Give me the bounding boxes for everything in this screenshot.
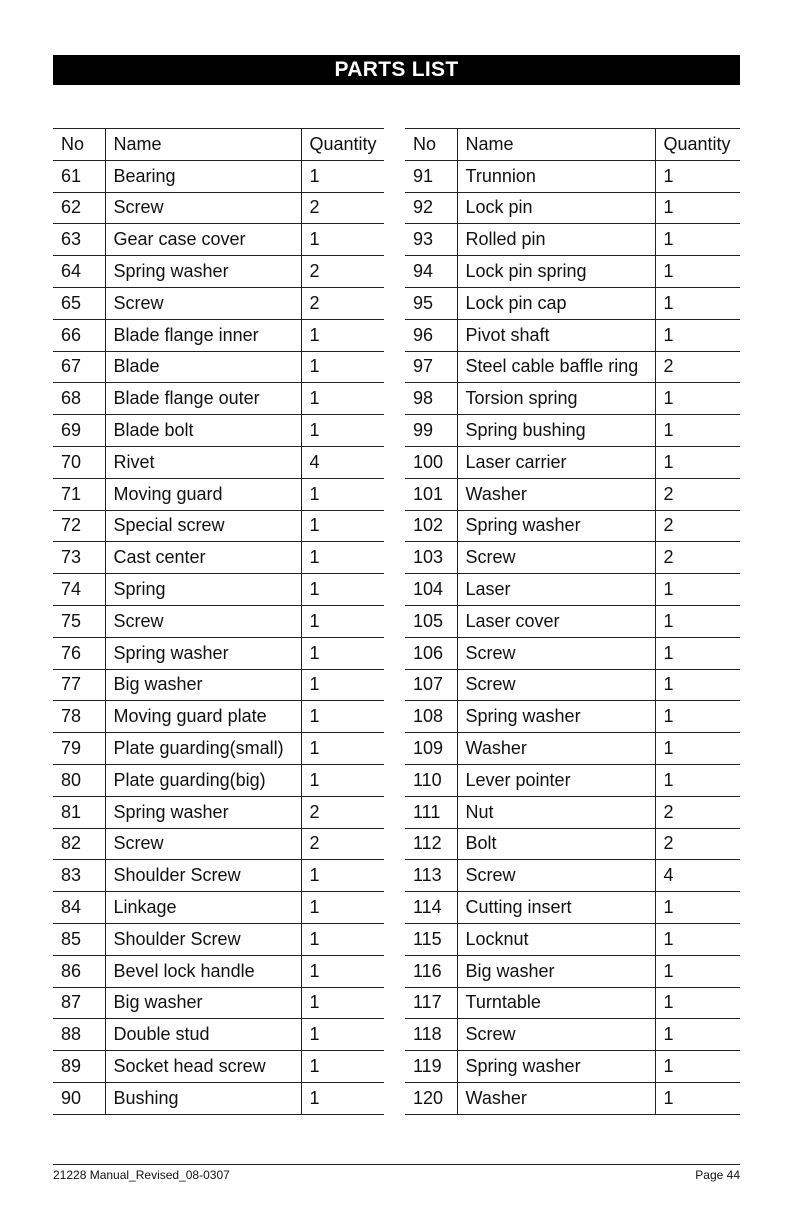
part-quantity: 2 [655, 828, 740, 860]
table-row [53, 923, 384, 955]
table-header-row [405, 129, 740, 161]
part-number: 116 [405, 955, 457, 987]
part-name: Spring washer [105, 796, 301, 828]
part-number: 76 [53, 637, 105, 669]
part-number: 85 [53, 923, 105, 955]
table-row [405, 256, 740, 288]
part-name: Spring washer [457, 510, 655, 542]
part-name: Blade flange inner [105, 319, 301, 351]
part-number: 98 [405, 383, 457, 415]
table-row [53, 574, 384, 606]
part-number: 93 [405, 224, 457, 256]
part-name: Laser [457, 574, 655, 606]
part-name: Blade [105, 351, 301, 383]
part-name: Bolt [457, 828, 655, 860]
part-number: 106 [405, 637, 457, 669]
part-number: 91 [405, 160, 457, 192]
part-quantity: 2 [301, 192, 384, 224]
part-number: 120 [405, 1082, 457, 1114]
part-number: 86 [53, 955, 105, 987]
part-number: 89 [53, 1051, 105, 1083]
table-row [53, 383, 384, 415]
part-quantity: 1 [301, 1019, 384, 1051]
part-name: Spring [105, 574, 301, 606]
part-number: 81 [53, 796, 105, 828]
part-name: Double stud [105, 1019, 301, 1051]
part-number: 99 [405, 415, 457, 447]
part-quantity: 1 [301, 415, 384, 447]
part-name: Socket head screw [105, 1051, 301, 1083]
table-row [53, 1019, 384, 1051]
table-row [405, 1019, 740, 1051]
table-row [405, 637, 740, 669]
part-name: Washer [457, 733, 655, 765]
part-quantity: 1 [301, 860, 384, 892]
table-row [405, 319, 740, 351]
part-quantity: 1 [655, 415, 740, 447]
table-row [405, 510, 740, 542]
part-number: 73 [53, 542, 105, 574]
part-name: Screw [457, 637, 655, 669]
part-number: 84 [53, 892, 105, 924]
table-row [53, 542, 384, 574]
part-quantity: 1 [301, 701, 384, 733]
part-number: 63 [53, 224, 105, 256]
header-name: Name [457, 129, 655, 161]
part-name: Blade bolt [105, 415, 301, 447]
part-quantity: 1 [655, 669, 740, 701]
part-name: Bevel lock handle [105, 955, 301, 987]
part-name: Bearing [105, 160, 301, 192]
table-row [405, 987, 740, 1019]
part-number: 72 [53, 510, 105, 542]
part-number: 114 [405, 892, 457, 924]
header-no: No [53, 129, 105, 161]
table-row [405, 828, 740, 860]
table-row [53, 287, 384, 319]
part-name: Nut [457, 796, 655, 828]
table-row [405, 574, 740, 606]
part-name: Spring washer [105, 637, 301, 669]
part-quantity: 1 [301, 605, 384, 637]
part-quantity: 1 [655, 1019, 740, 1051]
table-row [405, 351, 740, 383]
part-quantity: 1 [301, 351, 384, 383]
part-quantity: 1 [301, 224, 384, 256]
table-row [405, 287, 740, 319]
part-number: 61 [53, 160, 105, 192]
table-row [53, 256, 384, 288]
part-quantity: 2 [301, 796, 384, 828]
part-number: 115 [405, 923, 457, 955]
part-quantity: 2 [301, 828, 384, 860]
part-name: Moving guard plate [105, 701, 301, 733]
part-number: 74 [53, 574, 105, 606]
part-quantity: 2 [655, 796, 740, 828]
part-name: Lock pin spring [457, 256, 655, 288]
table-row [53, 860, 384, 892]
part-quantity: 1 [301, 733, 384, 765]
part-number: 117 [405, 987, 457, 1019]
part-name: Screw [457, 542, 655, 574]
part-name: Shoulder Screw [105, 923, 301, 955]
part-number: 100 [405, 446, 457, 478]
part-number: 77 [53, 669, 105, 701]
table-row [53, 351, 384, 383]
table-row [53, 1051, 384, 1083]
table-row [405, 446, 740, 478]
table-row [405, 478, 740, 510]
part-quantity: 1 [301, 542, 384, 574]
table-header-row [53, 129, 384, 161]
parts-table-left [53, 128, 384, 1115]
part-number: 113 [405, 860, 457, 892]
part-name: Screw [105, 605, 301, 637]
part-name: Washer [457, 478, 655, 510]
part-quantity: 1 [301, 892, 384, 924]
part-number: 83 [53, 860, 105, 892]
table-row [405, 192, 740, 224]
part-name: Locknut [457, 923, 655, 955]
part-number: 92 [405, 192, 457, 224]
table-row [53, 701, 384, 733]
table-row [53, 892, 384, 924]
part-quantity: 1 [655, 287, 740, 319]
part-quantity: 1 [301, 1051, 384, 1083]
table-row [53, 224, 384, 256]
part-quantity: 1 [301, 637, 384, 669]
part-name: Shoulder Screw [105, 860, 301, 892]
part-number: 101 [405, 478, 457, 510]
table-row [405, 224, 740, 256]
part-name: Blade flange outer [105, 383, 301, 415]
part-number: 105 [405, 605, 457, 637]
table-row [53, 478, 384, 510]
part-name: Lock pin cap [457, 287, 655, 319]
part-number: 112 [405, 828, 457, 860]
part-name: Screw [105, 192, 301, 224]
part-name: Steel cable baffle ring [457, 351, 655, 383]
part-quantity: 1 [301, 478, 384, 510]
part-number: 71 [53, 478, 105, 510]
part-quantity: 1 [655, 892, 740, 924]
part-number: 68 [53, 383, 105, 415]
part-number: 108 [405, 701, 457, 733]
header-quantity: Quantity [655, 129, 740, 161]
part-number: 104 [405, 574, 457, 606]
header-no: No [405, 129, 457, 161]
part-number: 79 [53, 733, 105, 765]
parts-table-right [405, 128, 740, 1115]
part-quantity: 1 [301, 987, 384, 1019]
part-name: Special screw [105, 510, 301, 542]
part-name: Big washer [457, 955, 655, 987]
part-number: 69 [53, 415, 105, 447]
table-row [405, 542, 740, 574]
part-number: 111 [405, 796, 457, 828]
part-number: 103 [405, 542, 457, 574]
part-quantity: 1 [655, 733, 740, 765]
part-name: Trunnion [457, 160, 655, 192]
table-row [405, 764, 740, 796]
part-number: 66 [53, 319, 105, 351]
part-quantity: 1 [655, 160, 740, 192]
part-number: 88 [53, 1019, 105, 1051]
table-row [53, 415, 384, 447]
part-quantity: 1 [655, 224, 740, 256]
part-quantity: 1 [301, 1082, 384, 1114]
part-quantity: 1 [301, 383, 384, 415]
footer-manual-id: 21228 Manual_Revised_08-0307 [53, 1168, 230, 1182]
part-name: Screw [457, 1019, 655, 1051]
part-name: Rolled pin [457, 224, 655, 256]
page-title: PARTS LIST [53, 55, 740, 85]
part-quantity: 1 [655, 446, 740, 478]
part-name: Moving guard [105, 478, 301, 510]
part-quantity: 1 [655, 1051, 740, 1083]
part-quantity: 1 [301, 955, 384, 987]
part-name: Lock pin [457, 192, 655, 224]
table-row [405, 669, 740, 701]
part-quantity: 1 [655, 637, 740, 669]
part-quantity: 1 [301, 923, 384, 955]
part-name: Cutting insert [457, 892, 655, 924]
part-number: 96 [405, 319, 457, 351]
table-row [53, 192, 384, 224]
footer-divider [53, 1164, 740, 1165]
part-number: 64 [53, 256, 105, 288]
table-row [405, 733, 740, 765]
part-name: Washer [457, 1082, 655, 1114]
part-number: 109 [405, 733, 457, 765]
table-row [53, 669, 384, 701]
part-quantity: 2 [301, 287, 384, 319]
part-name: Bushing [105, 1082, 301, 1114]
table-row [53, 160, 384, 192]
part-name: Lever pointer [457, 764, 655, 796]
part-number: 75 [53, 605, 105, 637]
part-name: Turntable [457, 987, 655, 1019]
part-number: 94 [405, 256, 457, 288]
table-row [405, 1082, 740, 1114]
part-name: Spring washer [457, 1051, 655, 1083]
table-row [405, 923, 740, 955]
part-name: Laser cover [457, 605, 655, 637]
part-quantity: 1 [655, 383, 740, 415]
part-number: 95 [405, 287, 457, 319]
table-row [405, 160, 740, 192]
part-name: Pivot shaft [457, 319, 655, 351]
part-name: Screw [457, 669, 655, 701]
part-number: 102 [405, 510, 457, 542]
part-name: Cast center [105, 542, 301, 574]
part-name: Linkage [105, 892, 301, 924]
table-row [405, 860, 740, 892]
part-name: Gear case cover [105, 224, 301, 256]
part-number: 87 [53, 987, 105, 1019]
part-name: Rivet [105, 446, 301, 478]
part-name: Plate guarding(small) [105, 733, 301, 765]
part-quantity: 1 [655, 923, 740, 955]
table-row [53, 796, 384, 828]
part-quantity: 2 [655, 542, 740, 574]
part-quantity: 2 [655, 478, 740, 510]
table-row [405, 892, 740, 924]
header-quantity: Quantity [301, 129, 384, 161]
part-quantity: 2 [301, 256, 384, 288]
table-row [405, 383, 740, 415]
table-row [405, 796, 740, 828]
table-row [405, 1051, 740, 1083]
part-quantity: 1 [655, 256, 740, 288]
table-row [405, 701, 740, 733]
part-quantity: 1 [301, 669, 384, 701]
part-number: 62 [53, 192, 105, 224]
table-row [53, 828, 384, 860]
table-row [405, 605, 740, 637]
part-quantity: 1 [655, 955, 740, 987]
part-name: Screw [457, 860, 655, 892]
part-number: 97 [405, 351, 457, 383]
part-quantity: 2 [655, 351, 740, 383]
table-row [53, 446, 384, 478]
part-quantity: 1 [655, 987, 740, 1019]
part-name: Big washer [105, 987, 301, 1019]
table-row [53, 637, 384, 669]
part-quantity: 1 [655, 701, 740, 733]
part-number: 67 [53, 351, 105, 383]
part-name: Spring washer [457, 701, 655, 733]
part-quantity: 1 [301, 764, 384, 796]
part-name: Big washer [105, 669, 301, 701]
part-number: 90 [53, 1082, 105, 1114]
part-quantity: 2 [655, 510, 740, 542]
part-quantity: 1 [301, 160, 384, 192]
part-number: 82 [53, 828, 105, 860]
part-number: 119 [405, 1051, 457, 1083]
table-row [53, 733, 384, 765]
table-row [405, 955, 740, 987]
table-row [53, 1082, 384, 1114]
part-quantity: 4 [301, 446, 384, 478]
part-quantity: 1 [655, 574, 740, 606]
part-quantity: 1 [301, 574, 384, 606]
part-quantity: 1 [655, 319, 740, 351]
part-quantity: 1 [655, 764, 740, 796]
header-name: Name [105, 129, 301, 161]
part-name: Screw [105, 828, 301, 860]
part-quantity: 1 [655, 1082, 740, 1114]
part-name: Torsion spring [457, 383, 655, 415]
part-number: 118 [405, 1019, 457, 1051]
table-row [53, 987, 384, 1019]
table-row [53, 764, 384, 796]
part-quantity: 4 [655, 860, 740, 892]
part-number: 107 [405, 669, 457, 701]
part-quantity: 1 [655, 192, 740, 224]
table-row [53, 319, 384, 351]
part-number: 80 [53, 764, 105, 796]
part-number: 70 [53, 446, 105, 478]
part-number: 65 [53, 287, 105, 319]
part-quantity: 1 [301, 319, 384, 351]
part-quantity: 1 [655, 605, 740, 637]
part-name: Plate guarding(big) [105, 764, 301, 796]
part-name: Spring washer [105, 256, 301, 288]
part-name: Spring bushing [457, 415, 655, 447]
table-row [405, 415, 740, 447]
part-name: Screw [105, 287, 301, 319]
table-row [53, 605, 384, 637]
footer-page-number: Page 44 [695, 1168, 740, 1182]
table-row [53, 510, 384, 542]
part-quantity: 1 [301, 510, 384, 542]
table-row [53, 955, 384, 987]
part-name: Laser carrier [457, 446, 655, 478]
part-number: 110 [405, 764, 457, 796]
part-number: 78 [53, 701, 105, 733]
